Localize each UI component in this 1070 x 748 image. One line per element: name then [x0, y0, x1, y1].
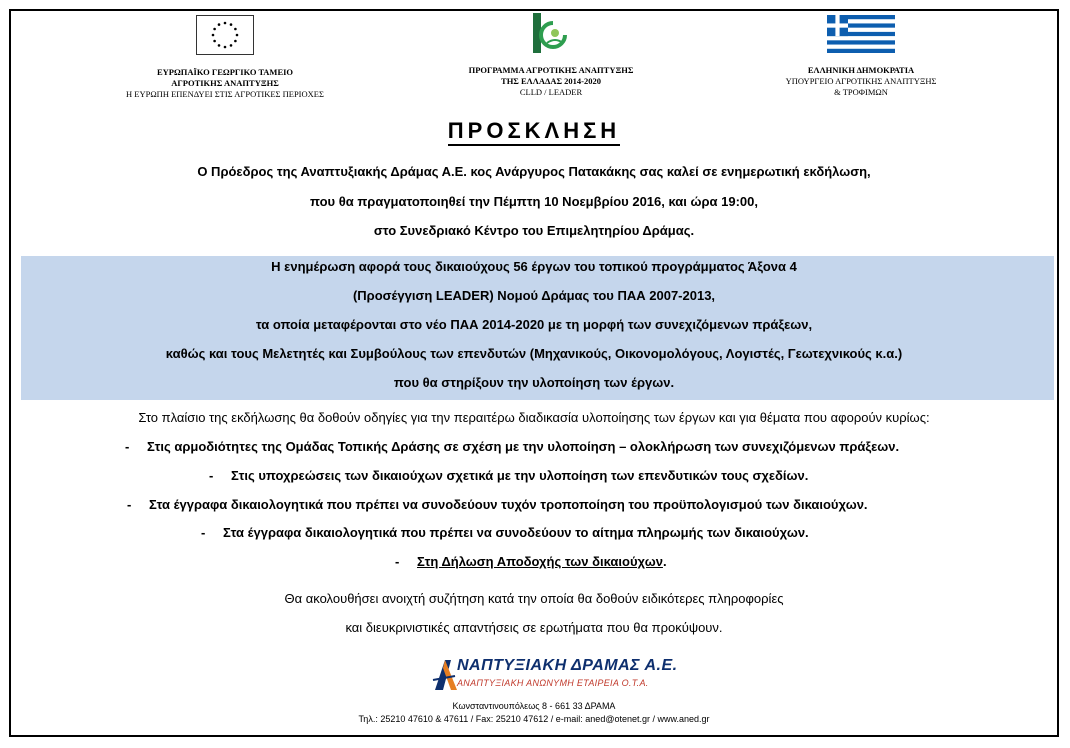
underlined-text: Στη Δήλωση Αποδοχής των δικαιούχων [417, 554, 663, 569]
bullet-marker: - [125, 439, 130, 454]
highlight-line-3: τα οποία μεταφέρονται στο νέο ΠΑΑ 2014-2020 με τη μορφή των συνεχιζόμενων πράξεων, [255, 317, 813, 332]
intro-line-1: Ο Πρόεδρος της Αναπτυξιακής Δράμας Α.Ε. κος Ανάργυρος Πατακάκης σας καλεί σε ενημερωτική εκδήλωση, [197, 164, 871, 179]
closing-line-2: και διευκρινιστικές απαντήσεις σε ερωτήματα που θα προκύψουν. [345, 620, 723, 635]
highlight-line-2: (Προσέγγιση LEADER) Νομού Δράμας του ΠΑΑ 2007-2013, [352, 288, 716, 303]
context-line: Στο πλαίσιο της εκδήλωσης θα δοθούν οδηγίες για την περαιτέρω διαδικασία υλοποίησης των έργων και για θέματα που αφορούν κυρίως: [138, 410, 930, 425]
footer-contact: Τηλ.: 25210 47610 & 47611 / Fax: 25210 47612 / e-mail: aned@otenet.gr / www.aned.gr [358, 714, 710, 724]
header-center [431, 13, 671, 98]
greek-flag-icon [827, 15, 895, 53]
header-left-line2: ΑΓΡΟΤΙΚΗΣ ΑΝΑΠΤΥΞΗΣ [171, 78, 279, 88]
bullet-marker: - [201, 525, 206, 540]
header-center-line2: ΤΗΣ ΕΛΛΑΔΑΣ 2014-2020 [501, 76, 601, 86]
footer-address: Κωνσταντινουπόλεως 8 - 661 33 ΔΡΑΜΑ [452, 701, 616, 711]
list-item: - Στη Δήλωση Αποδοχής των δικαιούχων. [395, 554, 667, 569]
footer-logo-sub: ΑΝΑΠΤΥΞΙΑΚΗ ΑΝΩΝΥΜΗ ΕΤΑΙΡΕΙΑ Ο.Τ.Α. [457, 678, 649, 688]
header-center-line3: CLLD / LEADER [519, 87, 583, 97]
header-right [741, 15, 981, 98]
highlight-line-4: καθώς και τους Μελετητές και Συμβούλους των επενδυτών (Μηχανικούς, Οικονομολόγους, Λογιστές, Γεωτεχνικούς κ.α.) [165, 346, 903, 361]
header-left [105, 15, 345, 100]
list-item: - Στα έγγραφα δικαιολογητικά που πρέπει να συνοδεύουν το αίτημα πληρωμής των δικαιούχων. [201, 525, 809, 540]
document-frame [9, 9, 1059, 737]
leader-logo-icon [533, 13, 569, 53]
list-item: - Στις αρμοδιότητες της Ομάδας Τοπικής Δράσης σε σχέση με την υλοποίηση – ολοκλήρωση των συνεχιζόμενων πράξεων. [125, 439, 900, 454]
bullet-marker: - [395, 554, 400, 569]
header-right-line3: & ΤΡΟΦΙΜΩΝ [834, 87, 888, 97]
bullet-marker: - [209, 468, 214, 483]
closing-line-1: Θα ακολουθήσει ανοιχτή συζήτηση κατά την οποία θα δοθούν ειδικότερες πληροφορίες [284, 591, 784, 606]
header-left-line3: Η ΕΥΡΩΠΗ ΕΠΕΝΔΥΕΙ ΣΤΙΣ ΑΓΡΟΤΙΚΕΣ ΠΕΡΙΟΧΕΣ [126, 89, 324, 99]
document-title: ΠΡΟΣΚΛΗΣΗ [11, 118, 1057, 144]
intro-line-2: που θα πραγματοποιηθεί την Πέμπτη 10 Νοεμβρίου 2016, και ώρα 19:00, [309, 194, 759, 209]
list-item: - Στα έγγραφα δικαιολογητικά που πρέπει να συνοδεύουν τυχόν τροποποίηση του προϋπολογισμού των δικαιούχων. [127, 497, 868, 512]
footer-logo-name: ΝΑΠΤΥΞΙΑΚΗ ΔΡΑΜΑΣ Α.Ε. [457, 657, 678, 674]
highlight-line-5: που θα στηρίξουν την υλοποίηση των έργων. [393, 375, 675, 390]
list-item: - Στις υποχρεώσεις των δικαιούχων σχετικά με την υλοποίηση των επενδυτικών τους σχεδίων. [209, 468, 809, 483]
header-right-line1: ΕΛΛΗΝΙΚΗ ΔΗΜΟΚΡΑΤΙΑ [807, 65, 915, 75]
bullet-marker: - [127, 497, 132, 512]
header-right-line2: ΥΠΟΥΡΓΕΙΟ ΑΓΡΟΤΙΚΗΣ ΑΝΑΠΤΥΞΗΣ [785, 76, 937, 86]
highlight-line-1: Η ενημέρωση αφορά τους δικαιούχους 56 έργων του τοπικού προγράμματος Άξονα 4 [271, 259, 797, 274]
intro-line-3: στο Συνεδριακό Κέντρο του Επιμελητηρίου Δράμας. [373, 223, 695, 238]
header-center-line1: ΠΡΟΓΡΑΜΜΑ ΑΓΡΟΤΙΚΗΣ ΑΝΑΠΤΥΞΗΣ [468, 65, 634, 75]
header-left-line1: ΕΥΡΩΠΑΪΚΟ ΓΕΩΡΓΙΚΟ ΤΑΜΕΙΟ [156, 67, 294, 77]
eu-flag-icon [196, 15, 254, 55]
